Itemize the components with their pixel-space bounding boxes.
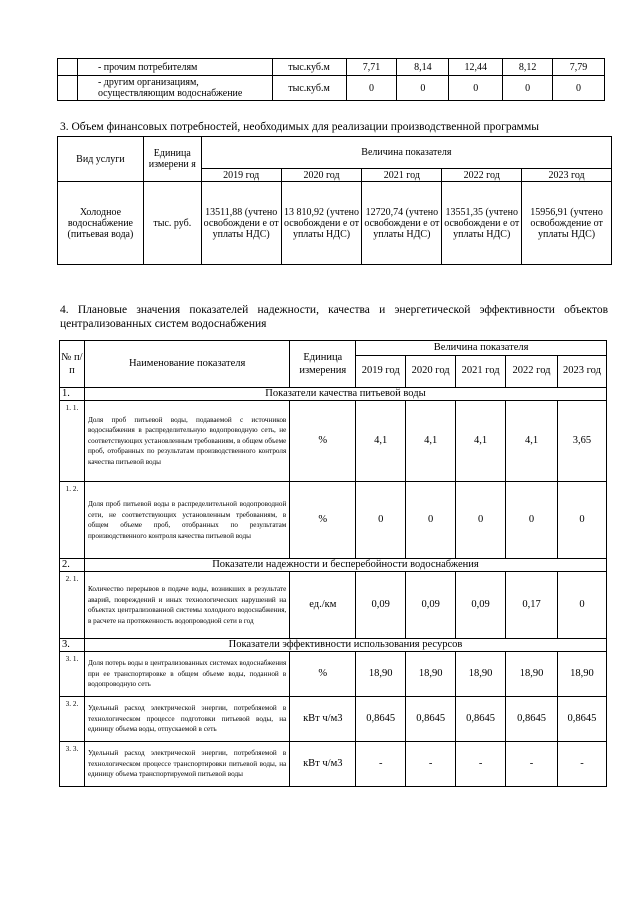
row-num: 1. 2. <box>60 482 85 559</box>
row-value: 0 <box>506 482 558 559</box>
table-row <box>58 76 605 101</box>
group-row <box>60 388 607 401</box>
row-unit: кВт ч/м3 <box>290 697 356 742</box>
row-name: Доля потерь воды в централизованных системах водоснабжения при ее транспортировке в общем объеме воды, поданной в водопроводную сеть <box>84 652 289 697</box>
row-value: 0 <box>557 482 606 559</box>
row-value: 0,09 <box>406 572 456 639</box>
row-value: 0,8645 <box>406 697 456 742</box>
row-value: 0 <box>346 76 397 101</box>
finance-value: 13511,88 (учтено освобождени е от уплаты НДС) <box>201 182 281 265</box>
row-value: 4,1 <box>456 401 506 482</box>
group-title: Показатели надежности и бесперебойности водоснабжения <box>84 559 606 572</box>
row-value: 0,09 <box>456 572 506 639</box>
year-header: 2023 год <box>557 356 606 388</box>
row-num: 3. 1. <box>60 652 85 697</box>
row-unit: % <box>290 652 356 697</box>
row-value: 18,90 <box>506 652 558 697</box>
row-value: - <box>406 742 456 787</box>
finance-value: 12720,74 (учтено освобождени е от уплаты НДС) <box>362 182 442 265</box>
row-num: 1. 1. <box>60 401 85 482</box>
row-unit: % <box>290 401 356 482</box>
service-unit: тыс. руб. <box>143 182 201 265</box>
year-header: 2023 год <box>522 169 612 182</box>
group-num: 3. <box>60 639 85 652</box>
row-name: Доля проб питьевой воды, подаваемой с источников водоснабжения в распределительную водопроводную сеть, не соответствующих установленным требованиям, в общем объеме проб, отобранных по результатам производственного контроля качества питьевой воды <box>84 401 289 482</box>
year-header: 2021 год <box>362 169 442 182</box>
table-row <box>60 742 607 787</box>
row-name: Удельный расход электрической энергии, потребляемой в технологическом процессе подготовки питьевой воды, на единицу объема воды, отпускаемой в сеть <box>84 697 289 742</box>
row-value: 0 <box>557 572 606 639</box>
year-header: 2020 год <box>281 169 362 182</box>
row-value: 8,12 <box>503 59 553 76</box>
table-row <box>60 482 607 559</box>
row-name: - прочим потребителям <box>77 59 272 76</box>
year-header: 2021 год <box>456 356 506 388</box>
row-value: 18,90 <box>557 652 606 697</box>
row-unit: % <box>290 482 356 559</box>
row-value: 0 <box>406 482 456 559</box>
col-num-header: № п/ п <box>60 341 85 388</box>
year-header: 2022 год <box>442 169 522 182</box>
row-value: 8,14 <box>397 59 449 76</box>
row-unit: ед./км <box>290 572 356 639</box>
col-value-header: Величина показателя <box>201 137 611 169</box>
row-value: 4,1 <box>406 401 456 482</box>
row-value: - <box>557 742 606 787</box>
row-value: 0 <box>397 76 449 101</box>
table-row <box>60 697 607 742</box>
row-value: 3,65 <box>557 401 606 482</box>
section3-title: 3. Объем финансовых потребностей, необходимых для реализации производственной программы <box>60 121 539 133</box>
col-unit-header: Единица измерения <box>290 341 356 388</box>
group-title: Показатели эффективности использования ресурсов <box>84 639 606 652</box>
col-unit-header: Единица измерени я <box>143 137 201 182</box>
row-value: 18,90 <box>456 652 506 697</box>
group-row <box>60 639 607 652</box>
row-num: 3. 3. <box>60 742 85 787</box>
row-value: 0 <box>356 482 406 559</box>
row-value: 0 <box>449 76 503 101</box>
row-unit: тыс.куб.м <box>272 59 346 76</box>
row-value: 0 <box>553 76 605 101</box>
group-row <box>60 559 607 572</box>
finance-value: 15956,91 (учтено освобождение от уплаты НДС) <box>522 182 612 265</box>
year-header: 2019 год <box>356 356 406 388</box>
row-name: Количество перерывов в подаче воды, возникших в результате аварий, повреждений и иных технологических нарушений на объектах централизованной системы холодного водоснабжения, в расчете на протяженность водопроводной сети в год <box>84 572 289 639</box>
row-value: - <box>456 742 506 787</box>
row-value: 0,8645 <box>456 697 506 742</box>
col-service-header: Вид услуги <box>58 137 144 182</box>
row-num: 3. 2. <box>60 697 85 742</box>
table-row <box>58 182 612 265</box>
row-value: 12,44 <box>449 59 503 76</box>
row-value: 4,1 <box>356 401 406 482</box>
year-header: 2019 год <box>201 169 281 182</box>
row-value: 7,79 <box>553 59 605 76</box>
row-unit: кВт ч/м3 <box>290 742 356 787</box>
row-value: 0,8645 <box>356 697 406 742</box>
row-name: - другим организациям, осуществляющим водоснабжение <box>77 76 272 101</box>
row-value: 0 <box>456 482 506 559</box>
table-row <box>60 572 607 639</box>
table-row <box>60 401 607 482</box>
group-num: 2. <box>60 559 85 572</box>
group-num: 1. <box>60 388 85 401</box>
row-value: 0,8645 <box>506 697 558 742</box>
row-value: 7,71 <box>346 59 397 76</box>
group-title: Показатели качества питьевой воды <box>84 388 606 401</box>
row-value: 0,17 <box>506 572 558 639</box>
finance-table <box>57 136 612 265</box>
col-value-header: Величина показателя <box>356 341 607 356</box>
row-value: 4,1 <box>506 401 558 482</box>
row-value: 0 <box>503 76 553 101</box>
row-name: Удельный расход электрической энергии, потребляемой в технологическом процессе транспортировки питьевой воды, на единицу объема транспортируемой питьевой воды <box>84 742 289 787</box>
table-row <box>58 59 605 76</box>
row-value: 18,90 <box>406 652 456 697</box>
row-num: 2. 1. <box>60 572 85 639</box>
row-value: 0,09 <box>356 572 406 639</box>
row-name: Доля проб питьевой воды в распределительной водопроводной сети, не соответствующих установленным требованиям, в общем объеме проб, отобранных по результатам производственного контроля качества питьевой воды <box>84 482 289 559</box>
row-value: 18,90 <box>356 652 406 697</box>
finance-value: 13551,35 (учтено освобождени е от уплаты НДС) <box>442 182 522 265</box>
year-header: 2020 год <box>406 356 456 388</box>
section4-title: 4. Плановые значения показателей надежности, качества и энергетической эффективности объектов централизованных систем водоснабжения <box>60 304 608 330</box>
col-name-header: Наименование показателя <box>84 341 289 388</box>
finance-value: 13 810,92 (учтено освобождени е от уплаты НДС) <box>281 182 362 265</box>
indicators-table <box>59 340 607 787</box>
service-name: Холодное водоснабжение (питьевая вода) <box>58 182 144 265</box>
row-unit: тыс.куб.м <box>272 76 346 101</box>
row-value: 0,8645 <box>557 697 606 742</box>
row-value: - <box>356 742 406 787</box>
year-header: 2022 год <box>506 356 558 388</box>
table-row <box>60 652 607 697</box>
consumption-table <box>57 58 605 101</box>
row-value: - <box>506 742 558 787</box>
